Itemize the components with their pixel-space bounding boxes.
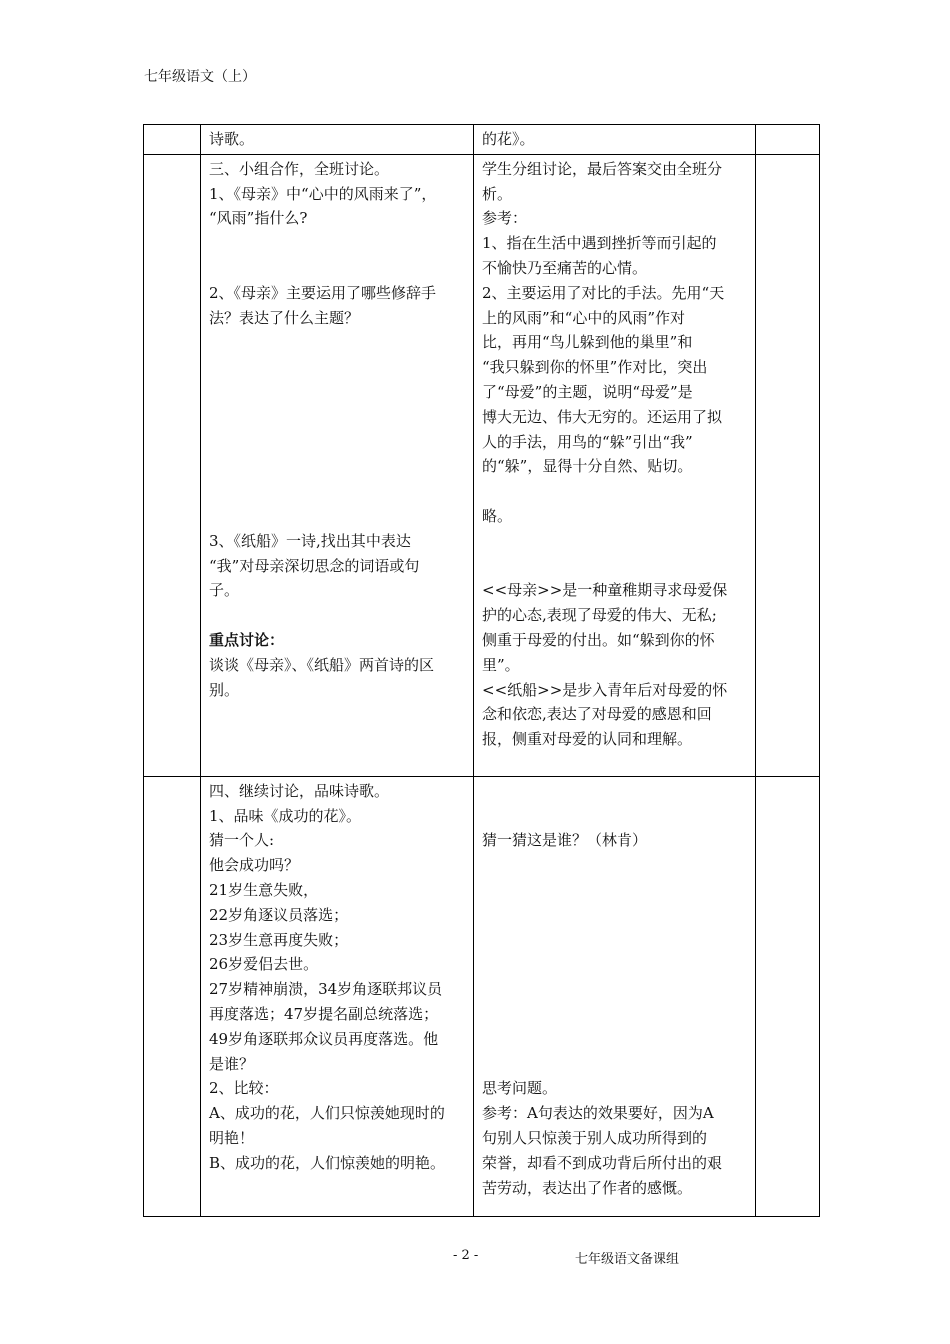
text-line: B、成功的花，人们惊羡她的明艳。 [209,1153,446,1172]
section-heading: 四、继续讨论，品味诗歌。 [209,781,390,800]
text-line: 参考：A句表达的效果要好，因为A [482,1104,714,1123]
table-row [144,154,820,776]
row2-student-cell [474,154,756,776]
text-line: 26岁爱侣去世。 [209,955,319,974]
text-line: 诗歌。 [209,130,255,148]
text-line: 2、比较： [209,1079,279,1098]
section-heading: 三、小组合作，全班讨论。 [209,159,390,178]
row3-student-cell [474,776,756,1216]
question-1-cont: “风雨”指什么? [209,209,308,228]
text-line: 上的风雨”和“心中的风雨”作对 [482,308,686,327]
text-line: 学生分组讨论，最后答案交由全班分 [482,159,723,178]
text-line: A、成功的花，人们只惊羡她现时的 [209,1104,445,1123]
text-line: 22岁角逐议员落选； [209,905,349,924]
footer-group-name: 七年级语文备课组 [575,1252,680,1267]
row1-blank-col [144,125,201,155]
row1-student-cell [474,125,756,155]
table-row [144,125,820,155]
text-line: 人的手法，用鸟的“躲”引出“我” [482,432,693,451]
text-line: 侧重于母爱的付出。如“躲到你的怀 [482,630,715,649]
text-line: 念和依恋,表达了对母爱的感恩和回 [482,705,712,724]
text-line: 里”。 [482,655,520,674]
key-discussion-heading: 重点讨论： [209,630,285,649]
row3-blank-col [144,776,201,1216]
text-line: 了“母爱”的主题，说明“母爱”是 [482,382,693,401]
table-row [144,776,820,1216]
blank-line [209,231,465,256]
row2-teacher-cell [201,154,474,776]
text-line: 猜一个人: [209,831,275,850]
text-line: 21岁生意失败， [209,880,319,899]
lesson-plan-table [143,124,820,1217]
text-line: 思考问题。 [482,1079,558,1098]
text-line: 苦劳动，表达出了作者的感慨。 [482,1178,693,1197]
question-2-cont: 法？表达了什么主题？ [209,308,360,327]
question-1: 1、《母亲》中“心中的风雨来了”， [209,184,437,203]
text-line: 猜一猜这是谁？（林肯） [482,831,648,850]
text-line: 比，再用“鸟儿躲到他的巢里”和 [482,333,693,352]
question-3: 3、《纸船》一诗,找出其中表达 [209,531,411,550]
text-line: “我只躲到你的怀里”作对比，突出 [482,358,708,377]
text-line: 他会成功吗？ [209,856,300,875]
key-discussion-text: 谈谈《母亲》、《纸船》两首诗的区 [209,655,435,674]
text-line: 1、指在生活中遇到挫折等而引起的 [482,234,717,253]
text-line: 是谁？ [209,1054,255,1073]
question-3-end: 子。 [209,581,240,600]
text-line: 1、品味《成功的花》。 [209,806,362,825]
page-header: 七年级语文（上） [144,69,256,85]
text-line: 句别人只惊羡于别人成功所得到的 [482,1128,708,1147]
text-line: 报，侧重对母爱的认同和理解。 [482,730,693,749]
row2-blank-col [144,154,201,776]
row3-notes-cell [756,776,820,1216]
text-line: 荣誉，却看不到成功背后所付出的艰 [482,1153,723,1172]
text-line: <<母亲>>是一种童稚期寻求母爱保 [482,581,728,600]
text-line: 略。 [482,506,513,525]
key-discussion-end: 别。 [209,680,240,699]
text-line: 不愉快乃至痛苦的心情。 [482,258,648,277]
text-line: 护的心态,表现了母爱的伟大、无私; [482,606,717,625]
text-line: 析。 [482,184,513,203]
row1-teacher-cell [201,125,474,155]
page-number: - 2 - [453,1248,479,1263]
text-line: 2、主要运用了对比的手法。先用“天 [482,283,725,302]
question-2: 2、《母亲》主要运用了哪些修辞手 [209,283,437,302]
text-line: 的“躲”，显得十分自然、贴切。 [482,457,693,476]
text-line: 参考： [482,209,528,228]
text-line: 23岁生意再度失败； [209,930,349,949]
text-line: 博大无边、伟大无穷的。还运用了拟 [482,407,723,426]
text-line: 的花》。 [482,130,535,148]
text-line: 49岁角逐联邦众议员再度落选。他 [209,1029,439,1048]
text-line: 27岁精神崩溃，34岁角逐联邦议员 [209,980,443,999]
text-line: <<纸船>>是步入青年后对母爱的怀 [482,680,728,699]
row3-teacher-cell [201,776,474,1216]
row1-notes-cell [756,125,820,155]
blank-line [209,256,465,281]
text-line: 再度落选；47岁提名副总统落选； [209,1004,439,1023]
question-3-cont: “我”对母亲深切思念的词语或句 [209,556,420,575]
text-line: 明艳！ [209,1128,255,1147]
row2-notes-cell [756,154,820,776]
